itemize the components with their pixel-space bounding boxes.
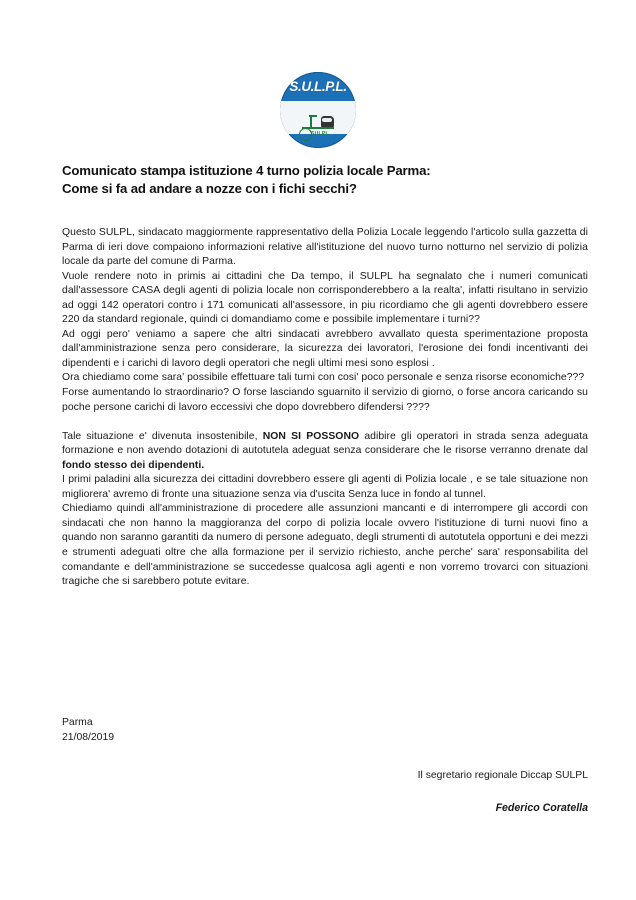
body-paragraph-6 [62,430,588,474]
date-text: 21/08/2019 [62,731,115,743]
body-paragraph-7: I primi paladini alla sicurezza dei cittadini dovrebbero essere gli agenti di Polizia locale , e se tale situazione non migliorera' avremo di fronte una situazione senza via d'uscita Senza luce in fondo al tunnel. [62,474,588,500]
body-paragraph-3: Ad oggi pero' veniamo a sapere che altri sindacati avrebbero avvallato questa sperimentazione proposta dall'amministrazione senza pero considerare, la sicurezza dei lavoratori, l'erosione dei fondi incentivanti dei dipendenti e i carichi di lavoro degli operatori che negli ultimi mesi sono esplosi . [62,328,588,369]
place-and-date [62,716,114,745]
page-title-line-2: Come si fa ad andare a nozze con i fichi secchi? [62,180,357,196]
organization-logo [0,72,636,148]
logo-acronym-text: S.U.L.P.L. [289,79,347,94]
emblem-car-icon [321,116,334,127]
sulpl-logo-badge [280,72,356,148]
page-title [62,162,586,197]
emblem-word-text: SULPL [311,131,329,137]
body-paragraph-2: Vuole rendere noto in primis ai cittadini che Da tempo, il SULPL ha segnalato che i numeri comunicati dall'assessore CASA degli agenti di polizia locale non corrisponderebbero a la realta', infatti risultano in servizio ad oggi 142 operatori contro i 171 comunicati all'assessore, in piu ricordiamo che gli agenti dovrebbero essere 220 da standard regionale, quindi ci domandiamo come e possibile implementare i turni?? [62,270,588,326]
body-paragraph-6-emphasis-2: fondo stesso dei dipendenti. [62,459,205,471]
document-body [62,226,588,590]
body-paragraph-6-pre: Tale situazione e' divenuta insostenibile, [62,430,263,442]
page-title-line-1: Comunicato stampa istituzione 4 turno polizia locale Parma: [62,163,431,178]
body-paragraph-4: Ora chiediamo come sara' possibile effettuare tali turni con cosi' poco personale e senza risorse economiche??? [62,372,585,384]
logo-emblem-icon [298,114,338,140]
body-paragraph-6-mid: adibire gli operatori in strada senza adeguata formazione e non avendo dotazioni di autotutela adeguat senza considerare che le risorse verranno drenate dal [62,430,588,457]
body-paragraph-6-emphasis-1: NON SI POSSONO [262,430,360,442]
signature-role: Il segretario regionale Diccap SULPL [417,770,588,781]
body-paragraph-5: Forse aumentando lo straordinario? O forse lasciando sguarnito il servizio di giorno, o forse ancora caricando su poche persone carichi di lavoro eccessivi che dopo dovrebbero difendersi ???? [62,387,588,413]
signature-name: Federico Coratella [495,802,588,814]
body-paragraph-1: Questo SULPL, sindacato maggiormente rappresentativo della Polizia Locale leggendo l'articolo sulla gazzetta di Parma di ieri dove compaiono informazioni relative all'istituzione del nuovo turno notturno nel servizio di polizia locale da parte del comune di Parma. [62,227,588,268]
place-text: Parma [62,717,93,728]
body-paragraph-8: Chiediamo quindi all'amministrazione di procedere alle assunzioni mancanti e di interrompere gli accordi con sindacati che non hanno la maggioranza del corpo di polizia locale ovvero l'istituzione di turni nuovi fino a quando non saranno garantiti da numero di persone adeguato, degli strumenti di autotutela opportuni e dei mezzi e strumenti adeguati oltre che alla formazione per il servizio richiesto, anche perche' sara' responsabilita del comandante e dell'amministrazione se succedesse qualcosa agli agenti e non vorremo trovarci con situazioni tragiche che si sarebbero potute evitare. [62,503,588,588]
